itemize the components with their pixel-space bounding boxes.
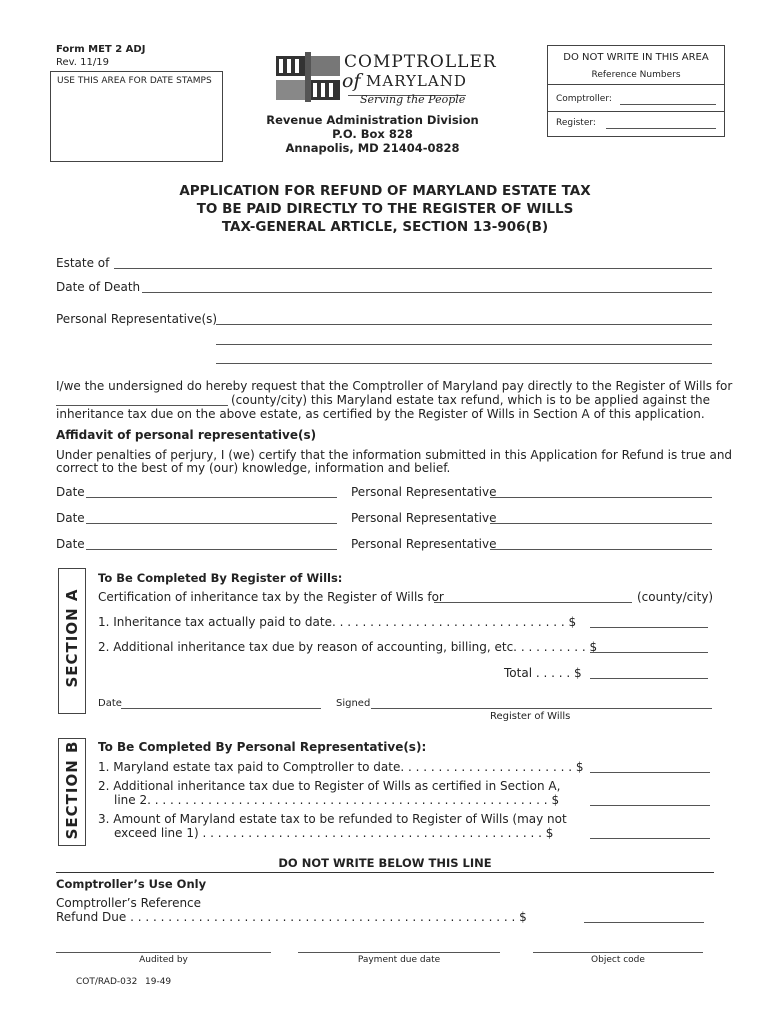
form-number: 19-49 <box>145 977 172 987</box>
cutoff-rule <box>56 872 714 873</box>
section-b-heading: To Be Completed By Personal Representative(s): <box>98 740 427 754</box>
po-box: P.O. Box 828 <box>332 127 413 141</box>
section-a-item1-amount[interactable] <box>590 627 708 628</box>
personal-rep-field-2[interactable] <box>216 344 712 345</box>
office-box-subtitle: Reference Numbers <box>591 70 681 80</box>
affidavit-pr-field-2[interactable] <box>490 523 712 524</box>
affidavit-date-field-2[interactable] <box>86 523 337 524</box>
section-b-item1-amount[interactable] <box>590 772 710 773</box>
request-line3: inheritance tax due on the above estate, as certified by the Register of Wills in Section A of this application. <box>56 407 705 421</box>
payment-due-label: Payment due date <box>357 955 441 965</box>
section-a-cert-suffix: (county/city) <box>637 590 714 604</box>
section-a-signature-field[interactable] <box>371 708 712 709</box>
office-box-title: DO NOT WRITE IN THIS AREA <box>563 52 709 63</box>
office-comptroller-field[interactable] <box>620 104 716 105</box>
title-line1: APPLICATION FOR REFUND OF MARYLAND ESTATE TAX <box>179 183 591 199</box>
section-a-total-amount[interactable] <box>590 678 708 679</box>
title-line3: TAX-GENERAL ARTICLE, SECTION 13-906(B) <box>221 219 549 235</box>
date-stamp-label: USE THIS AREA FOR DATE STAMPS <box>57 76 212 86</box>
estate-of-field[interactable] <box>114 268 712 269</box>
request-line2: (county/city) this Maryland estate tax refund, which is to be applied against the <box>231 393 711 407</box>
section-a-date-field[interactable] <box>121 708 321 709</box>
personal-rep-field-1[interactable] <box>216 324 712 325</box>
section-b-item3a: 3. Amount of Maryland estate tax to be refunded to Register of Wills (may not <box>98 812 567 826</box>
audited-by-field[interactable] <box>56 952 271 953</box>
office-register-field[interactable] <box>606 128 716 129</box>
affidavit-pr-label-2: Personal Representative <box>351 511 497 525</box>
section-a-label: SECTION A <box>63 588 81 688</box>
affidavit-heading: Affidavit of personal representative(s) <box>56 428 317 442</box>
personal-reps-label: Personal Representative(s) <box>56 312 218 326</box>
comptroller-reference-label: Comptroller’s Reference <box>56 896 202 910</box>
estate-of-label: Estate of <box>56 256 110 270</box>
personal-rep-field-3[interactable] <box>216 363 712 364</box>
logo-comptroller: COMPTROLLER <box>344 52 497 72</box>
section-a-item2: 2. Additional inheritance tax due by reason of accounting, billing, etc. . . . . . . . . . $ <box>98 640 598 654</box>
request-line1: I/we the undersigned do hereby request that the Comptroller of Maryland pay directly to the Register of Wills for <box>56 379 733 393</box>
city-address: Annapolis, MD 21404-0828 <box>285 141 460 155</box>
section-b-item2-amount[interactable] <box>590 805 710 806</box>
section-b-label: SECTION B <box>63 740 81 840</box>
date-of-death-label: Date of Death <box>56 280 141 294</box>
title-line2: TO BE PAID DIRECTLY TO THE REGISTER OF WILLS <box>196 201 574 217</box>
affidavit-date-field-1[interactable] <box>86 497 337 498</box>
affidavit-line2: correct to the best of my (our) knowledge, information and belief. <box>56 461 451 475</box>
refund-due-field[interactable] <box>584 922 704 923</box>
section-b-item2b: line 2. . . . . . . . . . . . . . . . . . . . . . . . . . . . . . . . . . . . . . . . . . . . . . . . . . . . . $ <box>114 793 560 807</box>
affidavit-pr-label-1: Personal Representative <box>351 485 497 499</box>
division-name: Revenue Administration Division <box>266 113 479 127</box>
affidavit-pr-field-1[interactable] <box>490 497 712 498</box>
refund-due-label: Refund Due . . . . . . . . . . . . . . . . . . . . . . . . . . . . . . . . . . . . . . . . . . . . . . . . . . . $ <box>56 910 527 924</box>
office-comptroller-label: Comptroller: <box>556 94 612 104</box>
affidavit-date-label-2: Date <box>56 511 85 525</box>
logo-maryland: MARYLAND <box>366 72 467 90</box>
section-b-tab <box>58 738 86 846</box>
form-revision: Rev. 11/19 <box>56 57 109 68</box>
affidavit-date-label-1: Date <box>56 485 85 499</box>
section-a-tab <box>58 568 86 714</box>
affidavit-pr-field-3[interactable] <box>490 549 712 550</box>
object-code-field[interactable] <box>533 952 703 953</box>
section-a-item1: 1. Inheritance tax actually paid to date. . . . . . . . . . . . . . . . . . . . . . . . . . . . . . . $ <box>98 615 577 629</box>
do-not-write-below: DO NOT WRITE BELOW THIS LINE <box>278 856 492 870</box>
section-a-register-label: Register of Wills <box>490 711 571 722</box>
section-b-item1: 1. Maryland estate tax paid to Comptroller to date. . . . . . . . . . . . . . . . . . . . . . . $ <box>98 760 584 774</box>
audited-by-label: Audited by <box>139 955 188 965</box>
affidavit-date-label-3: Date <box>56 537 85 551</box>
section-a-signed-label: Signed <box>336 698 371 709</box>
office-reference-box <box>547 45 725 137</box>
maryland-flag-logo <box>276 52 342 102</box>
object-code-label: Object code <box>591 955 645 965</box>
affidavit-pr-label-3: Personal Representative <box>351 537 497 551</box>
section-a-item2-amount[interactable] <box>590 652 708 653</box>
office-register-label: Register: <box>556 118 596 128</box>
section-a-heading: To Be Completed By Register of Wills: <box>98 571 343 585</box>
comptroller-use-only: Comptroller’s Use Only <box>56 877 207 891</box>
section-b-item3b: exceed line 1) . . . . . . . . . . . . . . . . . . . . . . . . . . . . . . . . . . . . . . . . . . . . . $ <box>114 826 554 840</box>
section-b-item3-amount[interactable] <box>590 838 710 839</box>
section-a-date-label: Date <box>98 698 122 709</box>
section-a-total-label: Total . . . . . $ <box>504 666 582 680</box>
cot-code: COT/RAD-032 <box>76 977 138 987</box>
section-a-county-field[interactable] <box>434 602 632 603</box>
affidavit-date-field-3[interactable] <box>86 549 337 550</box>
request-county-field[interactable] <box>56 405 228 406</box>
logo-tagline: Serving the People <box>360 93 466 106</box>
date-of-death-field[interactable] <box>142 292 712 293</box>
section-a-cert-label: Certification of inheritance tax by the Register of Wills for <box>98 590 444 604</box>
affidavit-line1: Under penalties of perjury, I (we) certify that the information submitted in this Application for Refund is true and <box>56 448 733 462</box>
form-id: Form MET 2 ADJ <box>56 44 146 55</box>
payment-due-field[interactable] <box>298 952 500 953</box>
logo-of: of <box>342 70 361 92</box>
section-b-item2a: 2. Additional inheritance tax due to Register of Wills as certified in Section A, <box>98 779 561 793</box>
